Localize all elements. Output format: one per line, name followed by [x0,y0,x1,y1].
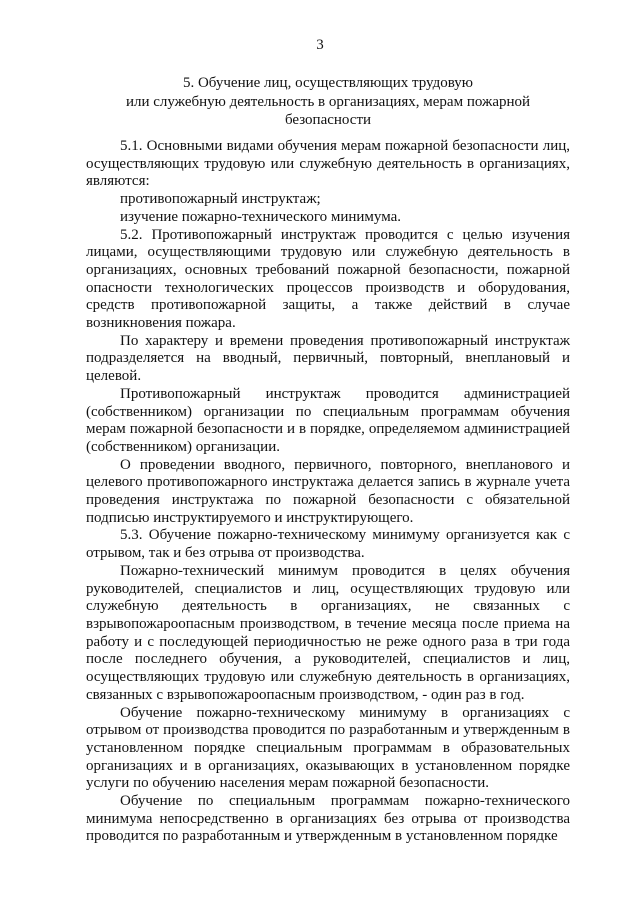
paragraph-5-1: 5.1. Основными видами обучения мерам пожарной безопасности лиц, осуществляющих трудовую или служебную деятельность в организациях, являются: [86,138,570,190]
paragraph: По характеру и времени проведения противопожарный инструктаж подразделяется на вводный, первичный, повторный, внеплановый и целевой. [86,332,570,385]
paragraph: Противопожарный инструктаж проводится администрацией (собственником) организации по специальным программам обучения мерам пожарной безопасности и в порядке, определяемом администрацией (собственником) организации. [86,385,570,455]
page-number: 3 [316,37,324,53]
list-item: изучение пожарно-технического минимума. [120,208,402,225]
paragraph-5-2: 5.2. Противопожарный инструктаж проводится с целью изучения лицами, осуществляющими трудовую или служебную деятельность в организациях, основных требований пожарной безопасности, пожарной опасности технологических процессов производств и оборудования, средств противопожарной защиты, а также действий в случае возникновения пожара. [86,226,570,332]
list-item: противопожарный инструктаж; [120,191,321,208]
paragraph: Обучение пожарно-техническому минимуму в организациях с отрывом от производства проводится по разработанным и утвержденным в установленном порядке специальным программам в образовательных организациях и в организациях, оказывающих в установленном порядке услуги по обучению населения мерам пожарной безопасности. [86,704,570,792]
section-heading-line: или служебную деятельность в организациях, мерам пожарной [125,93,531,110]
paragraph: Пожарно-технический минимум проводится в целях обучения руководителей, специалистов и лиц, осуществляющих трудовую или служебную деятельность в организациях, не связанных с взрывопожароопасным производством, в течение месяца после приема на работу и с последующей периодичностью не реже одного раза в три года после последнего обучения, а руководителей, специалистов и лиц, осуществляющих трудовую или служебную деятельность в организациях, связанных с взрывопожароопасным производством, - один раз в год. [86,562,570,703]
paragraph: О проведении вводного, первичного, повторного, внепланового и целевого противопожарного инструктажа делается запись в журнале учета проведения инструктажа по пожарной безопасности с обязательной подписью инструктируемого и инструктирующего. [86,456,570,526]
section-heading-line: 5. Обучение лиц, осуществляющих трудовую [182,75,474,91]
paragraph: Обучение по специальным программам пожарно-технического минимума непосредственно в организациях без отрыва от производства проводится по разработанным и утвержденным в установленном порядке [86,793,570,845]
paragraph-5-3: 5.3. Обучение пожарно-техническому минимуму организуется как с отрывом, так и без отрыва от производства. [86,527,570,562]
document-body [86,138,570,846]
section-heading-line: безопасности [284,112,372,129]
section-heading [86,74,570,130]
